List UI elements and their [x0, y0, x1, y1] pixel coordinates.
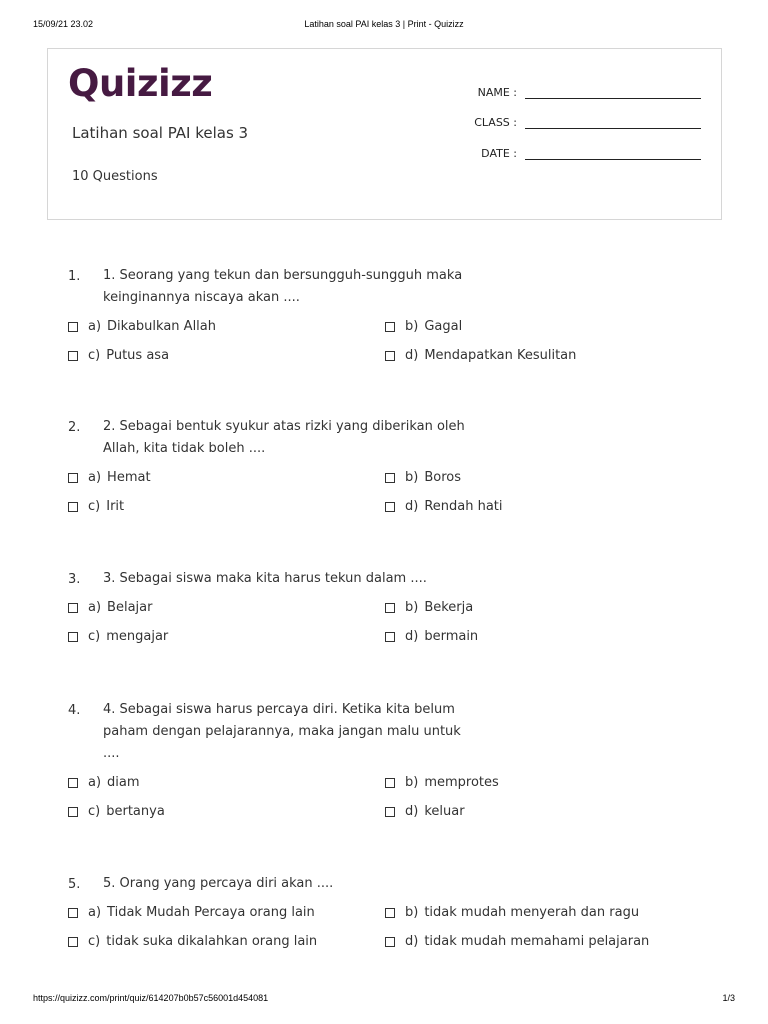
question-number: 4. — [68, 703, 81, 718]
print-url: https://quizizz.com/print/quiz/614207b0b57c56001d454081 — [33, 993, 269, 1003]
option-b[interactable] — [385, 319, 462, 334]
option-b[interactable] — [385, 600, 473, 615]
option-c[interactable] — [68, 934, 317, 949]
option-text: Gagal — [424, 319, 463, 334]
checkbox-icon[interactable] — [68, 322, 78, 332]
option-b[interactable] — [385, 905, 639, 920]
quiz-title: Latihan soal PAI kelas 3 — [72, 124, 249, 142]
checkbox-icon[interactable] — [68, 807, 78, 817]
quizizz-logo: Quizizz — [68, 62, 213, 105]
option-b[interactable] — [385, 775, 499, 790]
checkbox-icon[interactable] — [385, 351, 395, 361]
option-text: mengajar — [106, 629, 169, 644]
option-a[interactable] — [68, 600, 152, 615]
option-letter: b) — [405, 905, 419, 920]
option-text: tidak mudah memahami pelajaran — [424, 934, 650, 949]
class-blank-line — [525, 114, 701, 129]
option-c[interactable] — [68, 348, 169, 363]
option-letter: a) — [88, 775, 102, 790]
option-letter: a) — [88, 319, 102, 334]
option-d[interactable] — [385, 629, 478, 644]
question-count: 10 Questions — [72, 169, 158, 184]
option-text: bermain — [424, 629, 479, 644]
checkbox-icon[interactable] — [68, 502, 78, 512]
option-letter: b) — [405, 600, 419, 615]
question-number: 5. — [68, 877, 81, 892]
option-c[interactable] — [68, 499, 124, 514]
option-text: Tidak Mudah Percaya orang lain — [107, 905, 315, 920]
date-label: DATE : — [481, 147, 517, 160]
option-letter: b) — [405, 319, 419, 334]
option-text: Hemat — [107, 470, 151, 485]
question-text: 4. Sebagai siswa harus percaya diri. Ketika kita belum paham dengan pelajarannya, maka jangan malu untuk .... — [103, 702, 461, 761]
checkbox-icon[interactable] — [68, 473, 78, 483]
option-d[interactable] — [385, 348, 576, 363]
option-d[interactable] — [385, 934, 649, 949]
name-label: NAME : — [477, 86, 517, 99]
checkbox-icon[interactable] — [68, 603, 78, 613]
checkbox-icon[interactable] — [385, 632, 395, 642]
checkbox-icon[interactable] — [385, 502, 395, 512]
option-letter: d) — [405, 348, 419, 363]
option-text: Mendapatkan Kesulitan — [424, 348, 577, 363]
checkbox-icon[interactable] — [385, 937, 395, 947]
date-field — [453, 145, 701, 160]
option-letter: d) — [405, 934, 419, 949]
option-text: keluar — [424, 804, 465, 819]
option-letter: c) — [88, 804, 101, 819]
option-letter: d) — [405, 804, 419, 819]
question-number: 1. — [68, 269, 81, 284]
date-blank-line — [525, 145, 701, 160]
option-letter: d) — [405, 629, 419, 644]
option-text: Bekerja — [424, 600, 474, 615]
option-text: Putus asa — [106, 348, 170, 363]
option-letter: c) — [88, 348, 101, 363]
option-letter: a) — [88, 905, 102, 920]
checkbox-icon[interactable] — [385, 807, 395, 817]
option-text: diam — [107, 775, 140, 790]
option-letter: b) — [405, 775, 419, 790]
checkbox-icon[interactable] — [385, 908, 395, 918]
checkbox-icon[interactable] — [68, 908, 78, 918]
option-letter: c) — [88, 629, 101, 644]
option-letter: a) — [88, 600, 102, 615]
option-b[interactable] — [385, 470, 461, 485]
question-text: 1. Seorang yang tekun dan bersungguh-sungguh maka keinginannya niscaya akan .... — [103, 268, 463, 305]
option-c[interactable] — [68, 629, 168, 644]
question-number: 2. — [68, 420, 81, 435]
class-field — [453, 114, 701, 129]
option-letter: d) — [405, 499, 419, 514]
option-letter: a) — [88, 470, 102, 485]
option-text: Rendah hati — [424, 499, 503, 514]
option-text: Irit — [106, 499, 125, 514]
option-text: Belajar — [107, 600, 153, 615]
checkbox-icon[interactable] — [68, 937, 78, 947]
quiz-header-card — [47, 48, 722, 220]
name-blank-line — [525, 84, 701, 99]
option-a[interactable] — [68, 319, 216, 334]
option-letter: b) — [405, 470, 419, 485]
question-text: 5. Orang yang percaya diri akan .... — [103, 876, 334, 891]
option-text: Dikabulkan Allah — [107, 319, 216, 334]
print-datetime: 15/09/21 23.02 — [33, 19, 94, 29]
checkbox-icon[interactable] — [385, 473, 395, 483]
checkbox-icon[interactable] — [385, 603, 395, 613]
option-letter: c) — [88, 934, 101, 949]
question-text: 2. Sebagai bentuk syukur atas rizki yang diberikan oleh Allah, kita tidak boleh .... — [103, 419, 465, 456]
checkbox-icon[interactable] — [68, 632, 78, 642]
option-text: bertanya — [106, 804, 165, 819]
question-number: 3. — [68, 572, 81, 587]
option-a[interactable] — [68, 775, 140, 790]
checkbox-icon[interactable] — [385, 322, 395, 332]
option-text: memprotes — [424, 775, 499, 790]
class-label: CLASS : — [474, 116, 517, 129]
page-number: 1/3 — [722, 993, 735, 1003]
option-c[interactable] — [68, 804, 165, 819]
option-d[interactable] — [385, 804, 465, 819]
checkbox-icon[interactable] — [385, 778, 395, 788]
checkbox-icon[interactable] — [68, 778, 78, 788]
name-field — [453, 84, 701, 99]
option-letter: c) — [88, 499, 101, 514]
option-a[interactable] — [68, 905, 315, 920]
option-text: tidak mudah menyerah dan ragu — [424, 905, 640, 920]
option-text: Boros — [424, 470, 461, 485]
option-d[interactable] — [385, 499, 503, 514]
option-a[interactable] — [68, 470, 151, 485]
checkbox-icon[interactable] — [68, 351, 78, 361]
question-text: 3. Sebagai siswa maka kita harus tekun dalam .... — [103, 571, 427, 586]
option-text: tidak suka dikalahkan orang lain — [106, 934, 318, 949]
print-page-title: Latihan soal PAI kelas 3 | Print - Quizizz — [304, 19, 464, 29]
